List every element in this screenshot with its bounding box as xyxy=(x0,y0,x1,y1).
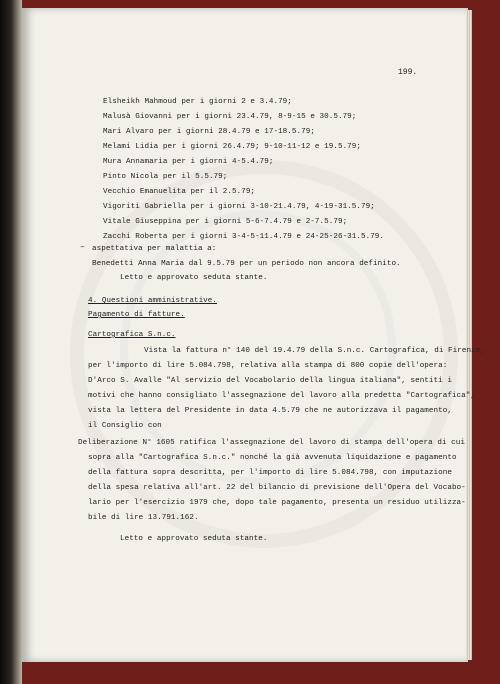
absence-line: Pinto Nicola per il 5.5.79; xyxy=(103,173,228,181)
approval-text: Letto e approvato seduta stante. xyxy=(120,274,268,282)
page-number: 199. xyxy=(398,68,418,77)
absence-line: Melami Lidia per i giorni 26.4.79; 9-10-11-12 e 19.5.79; xyxy=(103,143,361,151)
body-line: per l'importo di lire 5.084.798, relativa alla stampa di 800 copie dell'opera: xyxy=(88,362,448,370)
deliberation-line: Deliberazione N° 1605 ratifica l'assegnazione del lavoro di stampa dell'opera di cui xyxy=(78,439,465,447)
section-subtitle: Pagamento di fatture. xyxy=(88,311,185,319)
absence-line: Vitale Giuseppina per i giorni 5-6-7.4.79 e 2-7.5.79; xyxy=(103,218,348,226)
deliberation-line: della fattura sopra descritta, per l'importo di lire 5.084.798, con imputazione xyxy=(88,469,452,477)
body-line: Vista la fattura n° 140 del 19.4.79 della S.n.c. Cartografica, di Firenze, xyxy=(144,347,485,355)
sick-leave-heading: aspettativa per malattia a: xyxy=(92,245,217,253)
list-dash: – xyxy=(80,243,85,252)
deliberation-line: della spesa relativa all'art. 22 del bilancio di previsione dell'Opera del Vocabo- xyxy=(88,484,466,492)
deliberation-line: bile di lire 13.791.162. xyxy=(88,514,199,522)
sick-leave-entry: Benedetti Anna Maria dal 9.5.79 per un periodo non ancora definito. xyxy=(92,260,401,268)
absence-line: Elsheikh Mahmoud per i giorni 2 e 3.4.79; xyxy=(103,98,292,106)
vendor-heading: Cartografica S.n.c. xyxy=(88,331,176,339)
deliberation-line: lario per l'esercizio 1979 che, dopo tale pagamento, presenta un residuo utilizza- xyxy=(88,499,466,507)
body-line: D'Arco S. Avalle "Al servizio del Vocabolario della lingua italiana", sentiti i xyxy=(88,377,452,385)
left-page-edge xyxy=(0,0,22,684)
body-line: motivi che hanno consigliato l'assegnazione del lavoro alla predetta "Cartografica", xyxy=(88,392,475,400)
absence-line: Vigoriti Gabriella per i giorni 3-10-21.4.79, 4-19-31.5.79; xyxy=(103,203,375,211)
approval-text: Letto e approvato seduta stante. xyxy=(120,535,268,543)
section-title: 4. Questioni amministrative. xyxy=(88,297,217,305)
page-stack-edge xyxy=(466,10,472,660)
body-line: vista la lettera del Presidente in data 4.5.79 che ne autorizzava il pagamento, xyxy=(88,407,452,415)
body-line: il Consiglio con xyxy=(88,422,162,430)
absence-line: Malusà Giovanni per i giorni 23.4.79, 8-9-15 e 30.5.79; xyxy=(103,113,357,121)
absence-line: Mura Annamaria per i giorni 4-5.4.79; xyxy=(103,158,274,166)
deliberation-line: sopra alla "Cartografica S.n.c." nonché la già avvenuta liquidazione e pagamento xyxy=(88,454,457,462)
absence-line: Zacchi Roberta per i giorni 3-4-5-11.4.79 e 24-25-26-31.5.79. xyxy=(103,233,385,241)
absence-line: Vecchio Emanuelita per il 2.5.79; xyxy=(103,188,256,196)
absence-line: Mari Alvaro per i giorni 28.4.79 e 17-18.5.79; xyxy=(103,128,315,136)
